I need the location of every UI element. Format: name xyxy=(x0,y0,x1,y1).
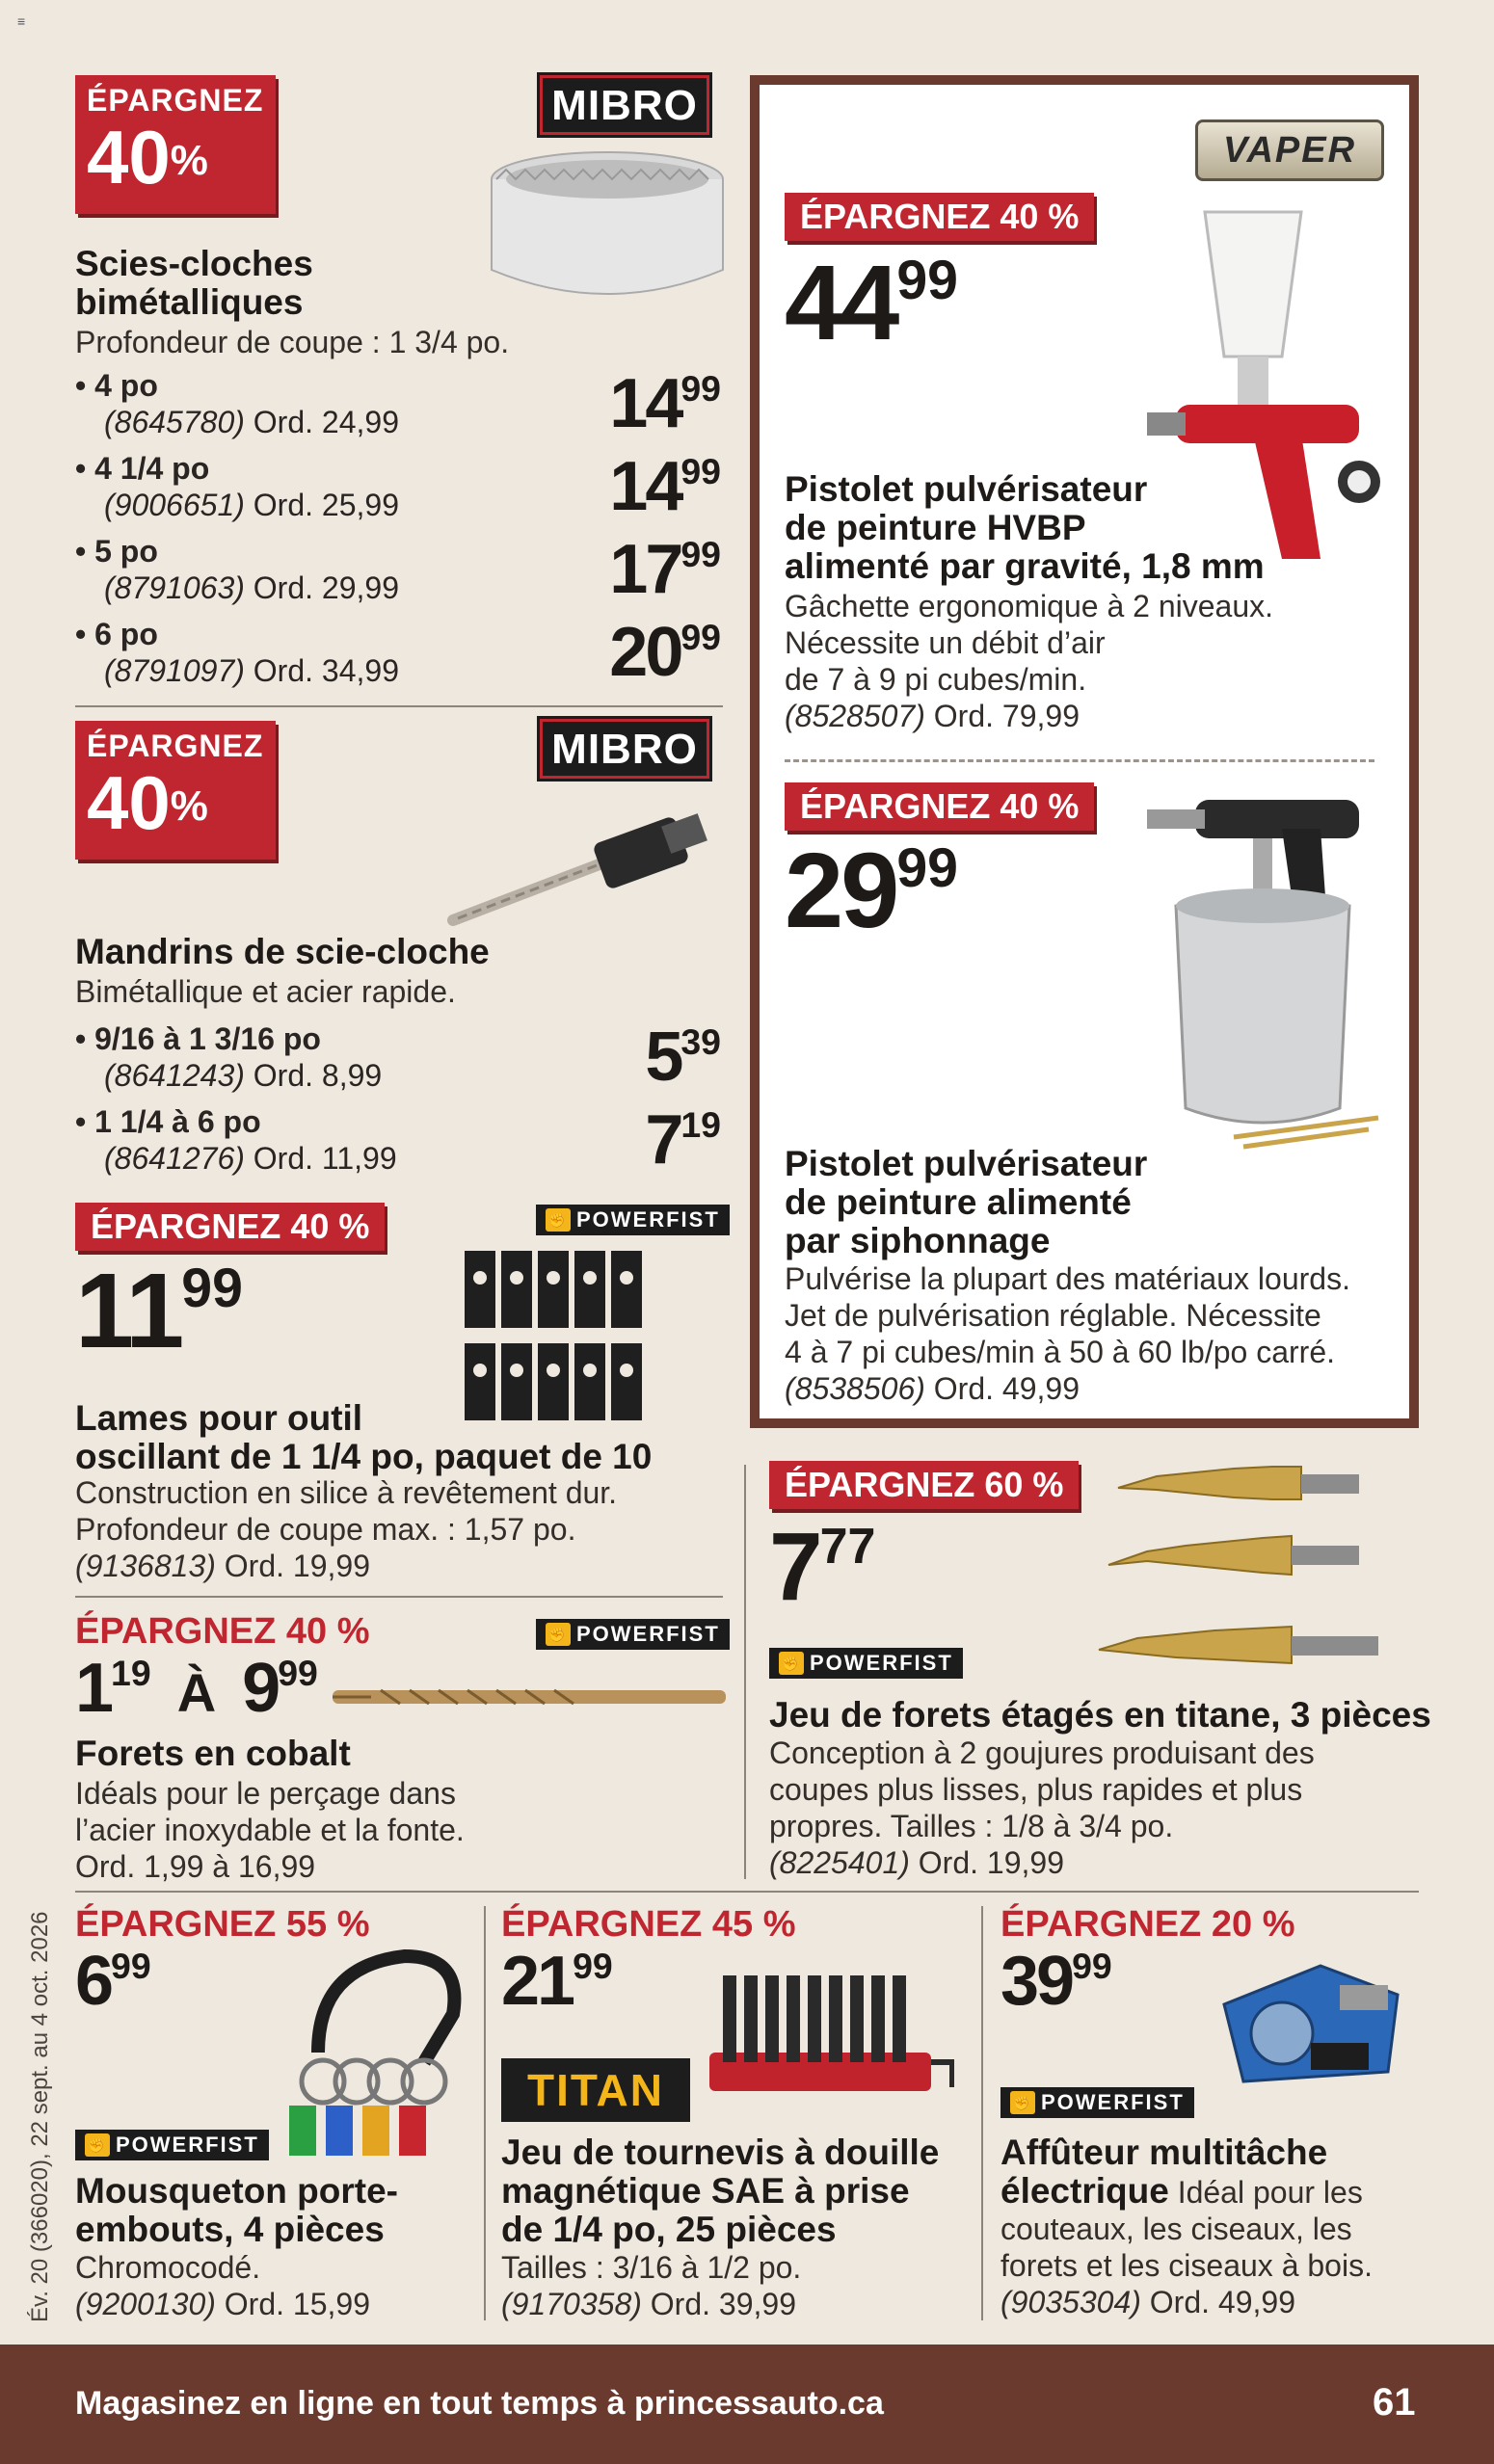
price: $6^{99}$ xyxy=(75,1943,151,2020)
save-badge: ÉPARGNEZ 40 % xyxy=(785,193,1094,241)
divider xyxy=(75,1596,723,1598)
top-marker: ≡ xyxy=(17,13,26,29)
variant-row: • 5 po (8791063) Ord. 29,99 $17^{99}$ xyxy=(75,531,721,608)
product-desc: Gâchette ergonomique à 2 niveaux. Nécessite un débit d’air de 7 à 9 pi cubes/min. (8528507) Ord. 79,99 xyxy=(785,589,1273,733)
price: $17^{99}$ xyxy=(609,531,721,608)
price: $21^{99}$ xyxy=(501,1943,613,2020)
price: $7^{19}$ xyxy=(645,1101,721,1179)
price: $39^{99}$ xyxy=(1000,1943,1112,2020)
brand-logo-vaper: VAPER xyxy=(1195,119,1384,181)
powerfist-fist-icon: ✊ xyxy=(546,1208,571,1232)
divider xyxy=(75,705,723,707)
product-desc: Profondeur de coupe : 1 3/4 po. xyxy=(75,325,510,359)
brand-logo-powerfist: ✊ POWERFIST xyxy=(536,1205,730,1235)
save-percent: 40 xyxy=(87,115,171,199)
product-title: Lames pour outil oscillant de 1 1/4 po, paquet de 10 xyxy=(75,1398,653,1476)
variant-list xyxy=(75,362,721,694)
brand-logo-powerfist: ✊ POWERFIST xyxy=(1000,2087,1194,2118)
product-desc: Construction en silice à revêtement dur. Profondeur de coupe max. : 1,57 po. (9136813) Ord. 19,99 xyxy=(75,1475,618,1583)
footer-shop-online-link[interactable]: Magasinez en ligne en tout temps à princessauto.ca xyxy=(75,2385,884,2422)
price: $20^{99}$ xyxy=(609,614,721,691)
brand-logo-titan: TITAN xyxy=(501,2058,690,2122)
footer-bar xyxy=(0,2345,1494,2464)
save-badge: ÉPARGNEZ 40% xyxy=(75,721,276,860)
hole-saw-image xyxy=(487,145,728,313)
brand-logo-powerfist: ✊ POWERFIST xyxy=(769,1648,963,1679)
product-title: Pistolet pulvérisateur de peinture alimenté par siphonnage xyxy=(785,1144,1148,1260)
cobalt-bit-image xyxy=(333,1682,726,1711)
save-badge: ÉPARGNEZ 40 % xyxy=(785,782,1094,831)
save-badge: ÉPARGNEZ 40 % xyxy=(75,1203,385,1251)
product-desc: Bimétallique et acier rapide. xyxy=(75,974,456,1009)
product-title: Scies-cloches bimétalliques xyxy=(75,244,313,322)
divider-dashed xyxy=(785,759,1374,762)
divider xyxy=(75,1891,1419,1893)
save-label: ÉPARGNEZ 45 % xyxy=(501,1904,796,1945)
arbor-image xyxy=(443,790,733,935)
price: $7^{77}$ xyxy=(769,1513,876,1621)
brand-logo-mibro: MIBRO xyxy=(540,75,709,135)
divider-vertical xyxy=(744,1465,746,1879)
product-title: Pistolet pulvérisateur de peinture HVBP alimenté par gravité, 1,8 mm xyxy=(785,469,1265,586)
save-label: ÉPARGNEZ 40 % xyxy=(75,1611,370,1652)
sidebar-event-text: Év. 20 (366020), 22 sept. au 4 oct. 2026 xyxy=(27,1911,53,2322)
product-title: Mousqueton porte- embouts, 4 pièces xyxy=(75,2171,399,2249)
blades-image xyxy=(465,1251,648,1422)
product-title-line2: électrique Idéal pour les xyxy=(1000,2171,1363,2211)
sharpener-image xyxy=(1205,1947,1407,2091)
save-badge: ÉPARGNEZ 40% xyxy=(75,75,276,214)
price: $44^{99}$ xyxy=(785,244,958,362)
brand-logo-powerfist: ✊ POWERFIST xyxy=(536,1619,730,1650)
product-title: Jeu de forets étagés en titane, 3 pièces xyxy=(769,1695,1431,1735)
price: $11^{99}$ xyxy=(75,1252,243,1370)
divider-vertical xyxy=(981,1906,983,2320)
product-title: Affûteur multitâche xyxy=(1000,2133,1328,2172)
save-badge: ÉPARGNEZ 60 % xyxy=(769,1461,1079,1509)
powerfist-fist-icon: ✊ xyxy=(85,2133,110,2157)
variant-row: • 9/16 à 1 3/16 po (8641243) Ord. 8,99 $5^{39}$ xyxy=(75,1019,721,1096)
divider-vertical xyxy=(484,1906,486,2320)
brand-logo-powerfist: ✊ POWERFIST xyxy=(75,2130,269,2160)
price-range: $1^{19}$ À $9^{99}$ xyxy=(75,1650,318,1727)
page-number: 61 xyxy=(1373,2381,1416,2424)
variant-list xyxy=(75,1016,721,1181)
product-desc: Idéals pour le perçage dans l’acier inoxydable et la fonte. Ord. 1,99 à 16,99 xyxy=(75,1776,465,1884)
save-label: ÉPARGNEZ 55 % xyxy=(75,1904,370,1945)
product-desc: couteaux, les ciseaux, les forets et les ciseaux à bois. (9035304) Ord. 49,99 xyxy=(1000,2212,1373,2319)
price: $29^{99}$ xyxy=(785,832,958,950)
save-percent: 40 xyxy=(87,760,171,845)
variant-row: • 6 po (8791097) Ord. 34,99 $20^{99}$ xyxy=(75,614,721,691)
siphon-gun-image xyxy=(1137,771,1388,1156)
carabiner-image xyxy=(280,1937,472,2168)
brand-logo-mibro: MIBRO xyxy=(540,719,709,779)
socket-set-image xyxy=(704,1956,954,2110)
powerfist-fist-icon: ✊ xyxy=(1010,2091,1035,2114)
variant-row: • 1 1/4 à 6 po (8641276) Ord. 11,99 $7^{19}$ xyxy=(75,1101,721,1179)
price: $5^{39}$ xyxy=(645,1019,721,1096)
product-title: Jeu de tournevis à douille magnétique SAE à prise de 1/4 po, 25 pièces xyxy=(501,2133,940,2249)
step-bits-image xyxy=(1089,1459,1417,1671)
product-desc: Chromocodé. (9200130) Ord. 15,99 xyxy=(75,2250,370,2321)
product-desc: Pulvérise la plupart des matériaux lourds. Jet de pulvérisation réglable. Nécessite 4 à 7 pi cubes/min à 50 à 60 lb/po carré. (8538506) Ord. 49,99 xyxy=(785,1261,1350,1406)
price: $14^{99}$ xyxy=(609,365,721,442)
powerfist-fist-icon: ✊ xyxy=(779,1652,804,1675)
product-desc: Tailles : 3/16 à 1/2 po. (9170358) Ord. 39,99 xyxy=(501,2250,802,2321)
save-label: ÉPARGNEZ 20 % xyxy=(1000,1904,1295,1945)
product-title: Forets en cobalt xyxy=(75,1734,351,1773)
price: $14^{99}$ xyxy=(609,448,721,525)
product-desc: Conception à 2 goujures produisant des coupes plus lisses, plus rapides et plus propres. Tailles : 1/8 à 3/4 po. (8225401) Ord. 19,99 xyxy=(769,1735,1315,1880)
variant-row: • 4 1/4 po (9006651) Ord. 25,99 $14^{99}$ xyxy=(75,448,721,525)
powerfist-fist-icon: ✊ xyxy=(546,1623,571,1646)
variant-row: • 4 po (8645780) Ord. 24,99 $14^{99}$ xyxy=(75,365,721,442)
product-title: Mandrins de scie-cloche xyxy=(75,932,490,971)
